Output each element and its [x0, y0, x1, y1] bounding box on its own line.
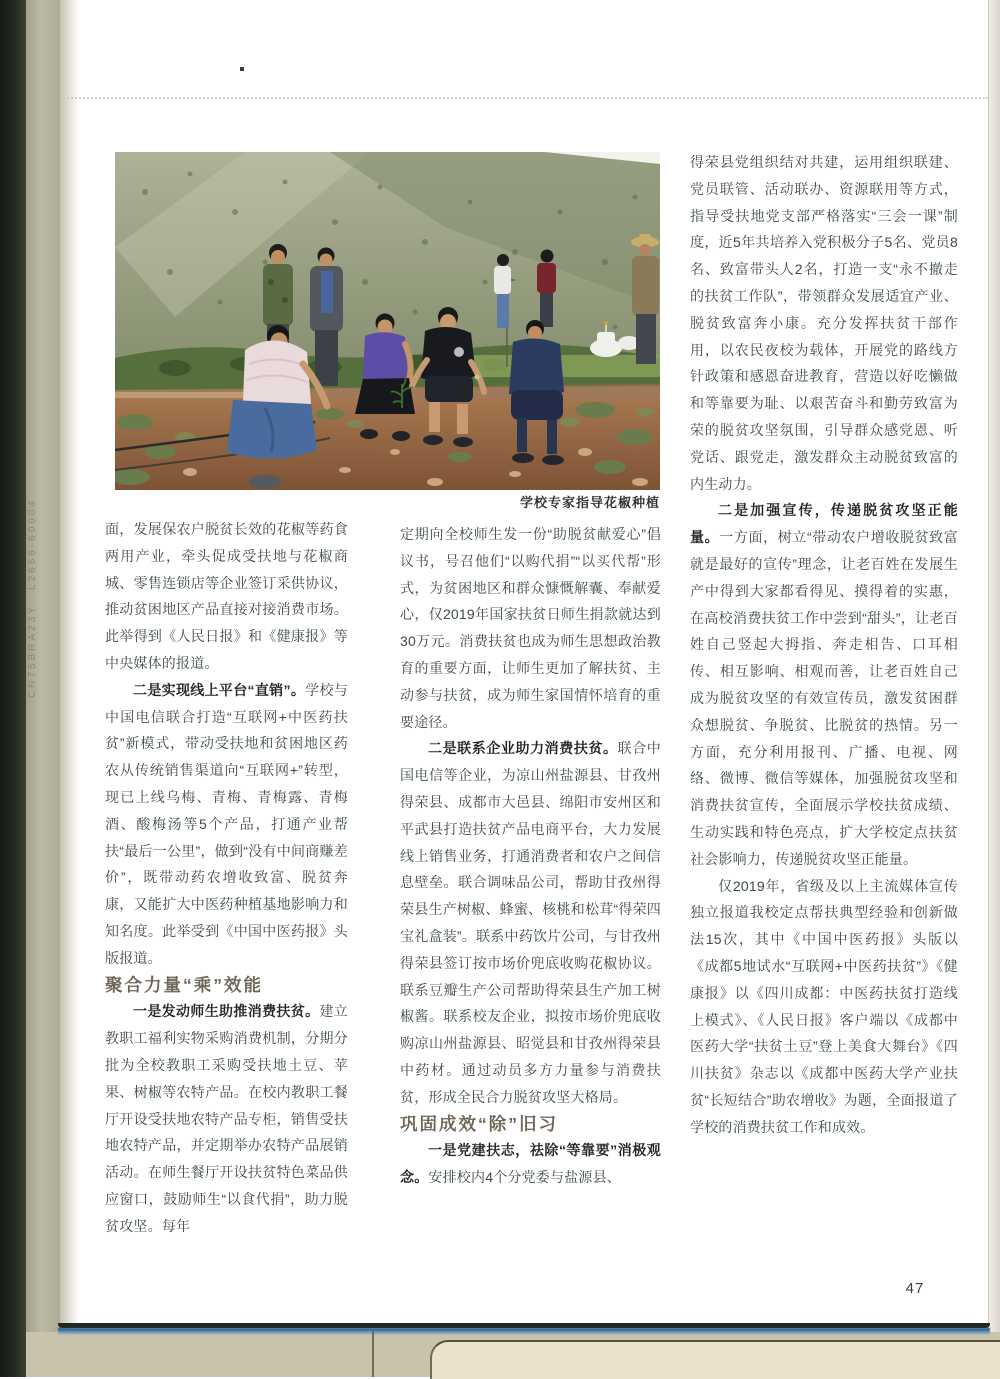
paragraph: [400, 735, 661, 1110]
spine-print-codes: [27, 408, 38, 698]
paragraph-lead: 二是加强宣传，传递脱贫攻坚正能量。: [690, 502, 958, 546]
paragraph-text: 学校与中国电信联合打造“互联网+中医药扶贫”新模式，带动受扶地和贫困地区药农从传统销售渠道向“互联网+”转型，现已上线乌梅、青梅、青梅露、青梅酒、酸梅汤等5个产品，打通产业帮扶“最后一公里”，做到“没有中间商赚差价”，既带动药农增收致富、脱贫奔康，又能扩大中医药种植基地影响力和知名度。此举受到《中国中医药报》头版报道。: [105, 681, 348, 966]
scan-right-edge: [988, 0, 1000, 1332]
paragraph: [105, 998, 348, 1239]
paragraph-text: 得荣县党组织结对共建，运用组织联建、党员联管、活动联办、资源联用等方式，指导受扶地党支部严格落实“三会一课”制度，近5年共培养入党积极分子5名、党员8名、致富带头人2名，打造一支“永不撤走的扶贫工作队”，带领群众发展适宜产业、脱贫致富奔小康。充分发挥扶贫干部作用，以农民夜校为载体，开展党的路线方针政策和感恩奋进教育，营造以好吃懒做和等靠要为耻、以艰苦奋斗和勤劳致富为荣的脱贫攻坚氛围，引导群众感党恩、听党话、跟党走，激发群众主动脱贫致富的内生动力。: [690, 154, 958, 492]
spine-code-1: CN75BRA23Y: [27, 604, 38, 698]
text-column-middle: [400, 521, 661, 1191]
paragraph: [690, 497, 958, 872]
paragraph-lead: 二是实现线上平台“直销”。: [133, 681, 306, 698]
text-column-left: [105, 516, 348, 1240]
text-column-right: [690, 149, 958, 1140]
paragraph-text: 联合中国电信等企业，为凉山州盐源县、甘孜州得荣县、成都市大邑县、绵阳市安州区和平武县打造扶贫产品电商平台，大力发展线上销售业务，打通消费者和农户之间信息壁垒。联合调味品公司，帮助甘孜州得荣县生产树椒、蜂蜜、核桃和松茸“得荣四宝礼盒装”。联系中药饮片公司，与甘孜州得荣县签订按市场价兜底收购花椒协议。联系豆瓣生产公司帮助得荣县生产加工树椒酱。联系校友企业，拟按市场价兜底收购凉山州盐源县、昭觉县和甘孜州得荣县中药材。通过动员多方力量参与消费扶贫，形成全民合力脱贫攻坚大格局。: [400, 740, 661, 1105]
field-photo-art: [115, 152, 660, 490]
section-heading-multiply-effect: 聚合力量“乘”效能: [105, 974, 263, 995]
paragraph: [105, 677, 348, 972]
scan-spine-dark-strip: [0, 0, 26, 1377]
paragraph-text: 一方面，树立“带动农户增收脱贫致富就是最好的宣传”理念，让老百姓在发展生产中得到大家都看得见、摸得着的实惠，在高校消费扶贫工作中尝到“甜头”，让老百姓自己竖起大拇指、奔走相告、口耳相传、相互影响、相观而善，让老百姓自己成为脱贫攻坚的有效宣传员，激发贫困群众想脱贫、争脱贫、比脱贫的热情。另一方面，充分利用报刊、广播、电视、网络、微博、微信等媒体，加强脱贫攻坚和消费扶贫宣传，全面展示学校扶贫成绩、生动实践和特色亮点，扩大学校定点扶贫社会影响力，传递脱贫攻坚正能量。: [690, 529, 959, 867]
spine-code-2: L2666-60004: [27, 498, 38, 591]
photo-caption: 学校专家指导花椒种植: [519, 495, 660, 510]
header-dotted-rule: [60, 97, 988, 99]
paragraph: [690, 149, 958, 497]
paragraph-text: 建立教职工福利实物采购消费机制，分期分批为全校教职工采购受扶地土豆、苹果、树椒等农特产品。在校内教职工餐厅开设受扶地农特产品专柜，销售受扶地农特产品，并定期举办农特产品展销活动。在师生餐厅开设扶贫特色菜品供应窗口，鼓励师生“以食代捐”，助力脱贫攻坚。每年: [105, 1003, 348, 1234]
section-heading-remove-old-habits: 巩固成效“除”旧习: [400, 1113, 558, 1134]
paragraph-text: 仅2019年，省级及以上主流媒体宣传独立报道我校定点帮扶典型经验和创新做法15次，其中《中国中医药报》头版以《成都5地试水“互联网+中医药扶贫”》《健康报》以《四川成都：中医药扶贫打造线上模式》、《人民日报》客户端以《成都中医药大学“扶贫土豆”登上美食大舞台》《四川扶贫》杂志以《成都中医药大学产业扶贫“长短结合”助农增收》为题，全面报道了学校的消费扶贫工作和成效。: [690, 877, 958, 1135]
paragraph-text: 安排校内4个分党委与盐源县、: [428, 1169, 621, 1186]
paragraph-lead: 一是党建扶志，祛除“等靠要”消极观念。: [400, 1142, 661, 1186]
page-number: 47: [905, 1280, 925, 1297]
field-photo: [115, 152, 660, 490]
paragraph-text: 面，发展保农户脱贫长效的花椒等药食两用产业，牵头促成受扶地与花椒商城、零售连锁店等企业签订采供协议，推动贫困地区产品直接对接消费市场。此举得到《人民日报》和《健康报》等中央媒体的报道。: [105, 521, 348, 671]
scan-spine-fade: [60, 0, 82, 1377]
paragraph: [400, 521, 661, 735]
paragraph-lead: 一是发动师生助推消费扶贫。: [133, 1003, 320, 1020]
ink-speck: [240, 67, 244, 71]
paragraph: [105, 516, 348, 677]
paragraph-text: 定期向全校师生发一份“助脱贫献爱心”倡议书，号召他们“以购代捐”“以买代帮”形式，为贫困地区和群众慷慨解囊、奉献爱心，仅2019年国家扶贫日师生捐款就达到30万元。消费扶贫也成为师生思想政治教育的重要方面，让师生更加了解扶贫、主动参与扶贫，成为师生家国情怀培育的重要途径。: [400, 526, 661, 730]
paragraph: [400, 1137, 661, 1191]
scan-hairline: [372, 1330, 374, 1377]
next-page-edge: [430, 1340, 1000, 1379]
page-bottom-blue-edge: [58, 1328, 990, 1335]
paragraph: [690, 873, 958, 1141]
paragraph-lead: 二是联系企业助力消费扶贫。: [428, 740, 618, 757]
